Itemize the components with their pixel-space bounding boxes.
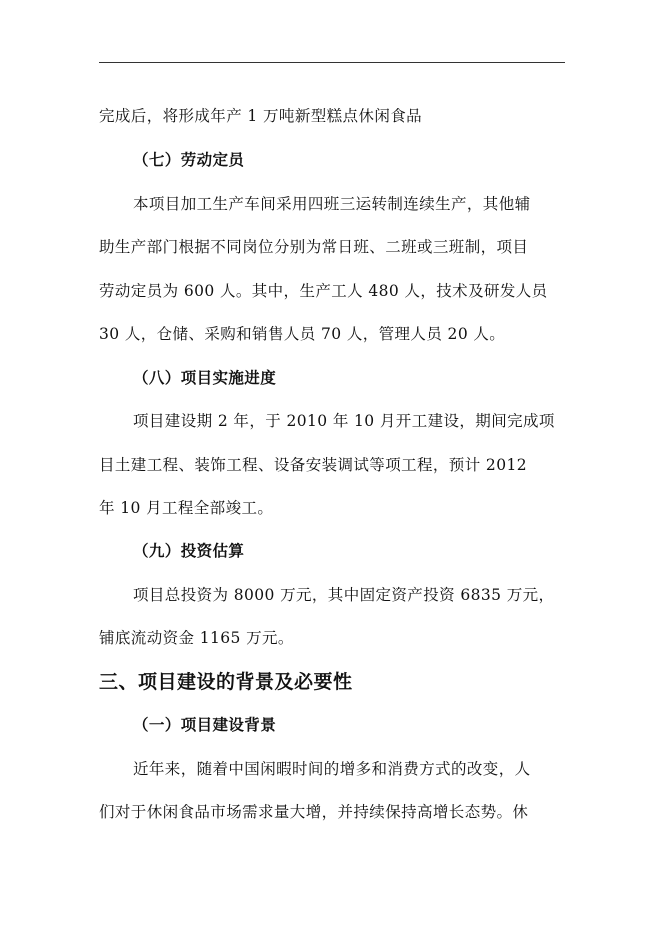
- paragraph-line: 完成后，将形成年产 1 万吨新型糕点休闲食品: [99, 107, 423, 125]
- paragraph-line: 助生产部门根据不同岗位分别为常日班、二班或三班制，项目: [99, 238, 529, 256]
- paragraph-line: 劳动定员为 600 人。其中，生产工人 480 人，技术及研发人员: [99, 282, 548, 300]
- paragraph-line: 近年来，随着中国闲暇时间的增多和消费方式的改变，人: [133, 760, 531, 778]
- paragraph-line: 30 人，仓储、采购和销售人员 70 人，管理人员 20 人。: [99, 325, 506, 343]
- paragraph-line: 年 10 月工程全部竣工。: [99, 499, 274, 517]
- paragraph-line: 本项目加工生产车间采用四班三运转制连续生产，其他辅: [133, 195, 531, 213]
- header-rule: [99, 62, 565, 63]
- chapter-heading: 三、项目建设的背景及必要性: [99, 671, 353, 693]
- section-heading-labor: （七）劳动定员: [133, 150, 245, 169]
- paragraph-line: 项目建设期 2 年，于 2010 年 10 月开工建设，期间完成项: [133, 412, 555, 430]
- section-heading-schedule: （八）项目实施进度: [133, 368, 277, 387]
- section-heading-investment: （九）投资估算: [133, 541, 245, 560]
- section-heading-background: （一）项目建设背景: [133, 715, 277, 734]
- paragraph-line: 项目总投资为 8000 万元，其中固定资产投资 6835 万元，: [133, 586, 555, 604]
- paragraph-line: 铺底流动资金 1165 万元。: [99, 629, 294, 647]
- paragraph-line: 们对于休闲食品市场需求量大增，并持续保持高增长态势。休: [99, 803, 529, 821]
- paragraph-line: 目土建工程、装饰工程、设备安装调试等项工程，预计 2012: [99, 456, 527, 474]
